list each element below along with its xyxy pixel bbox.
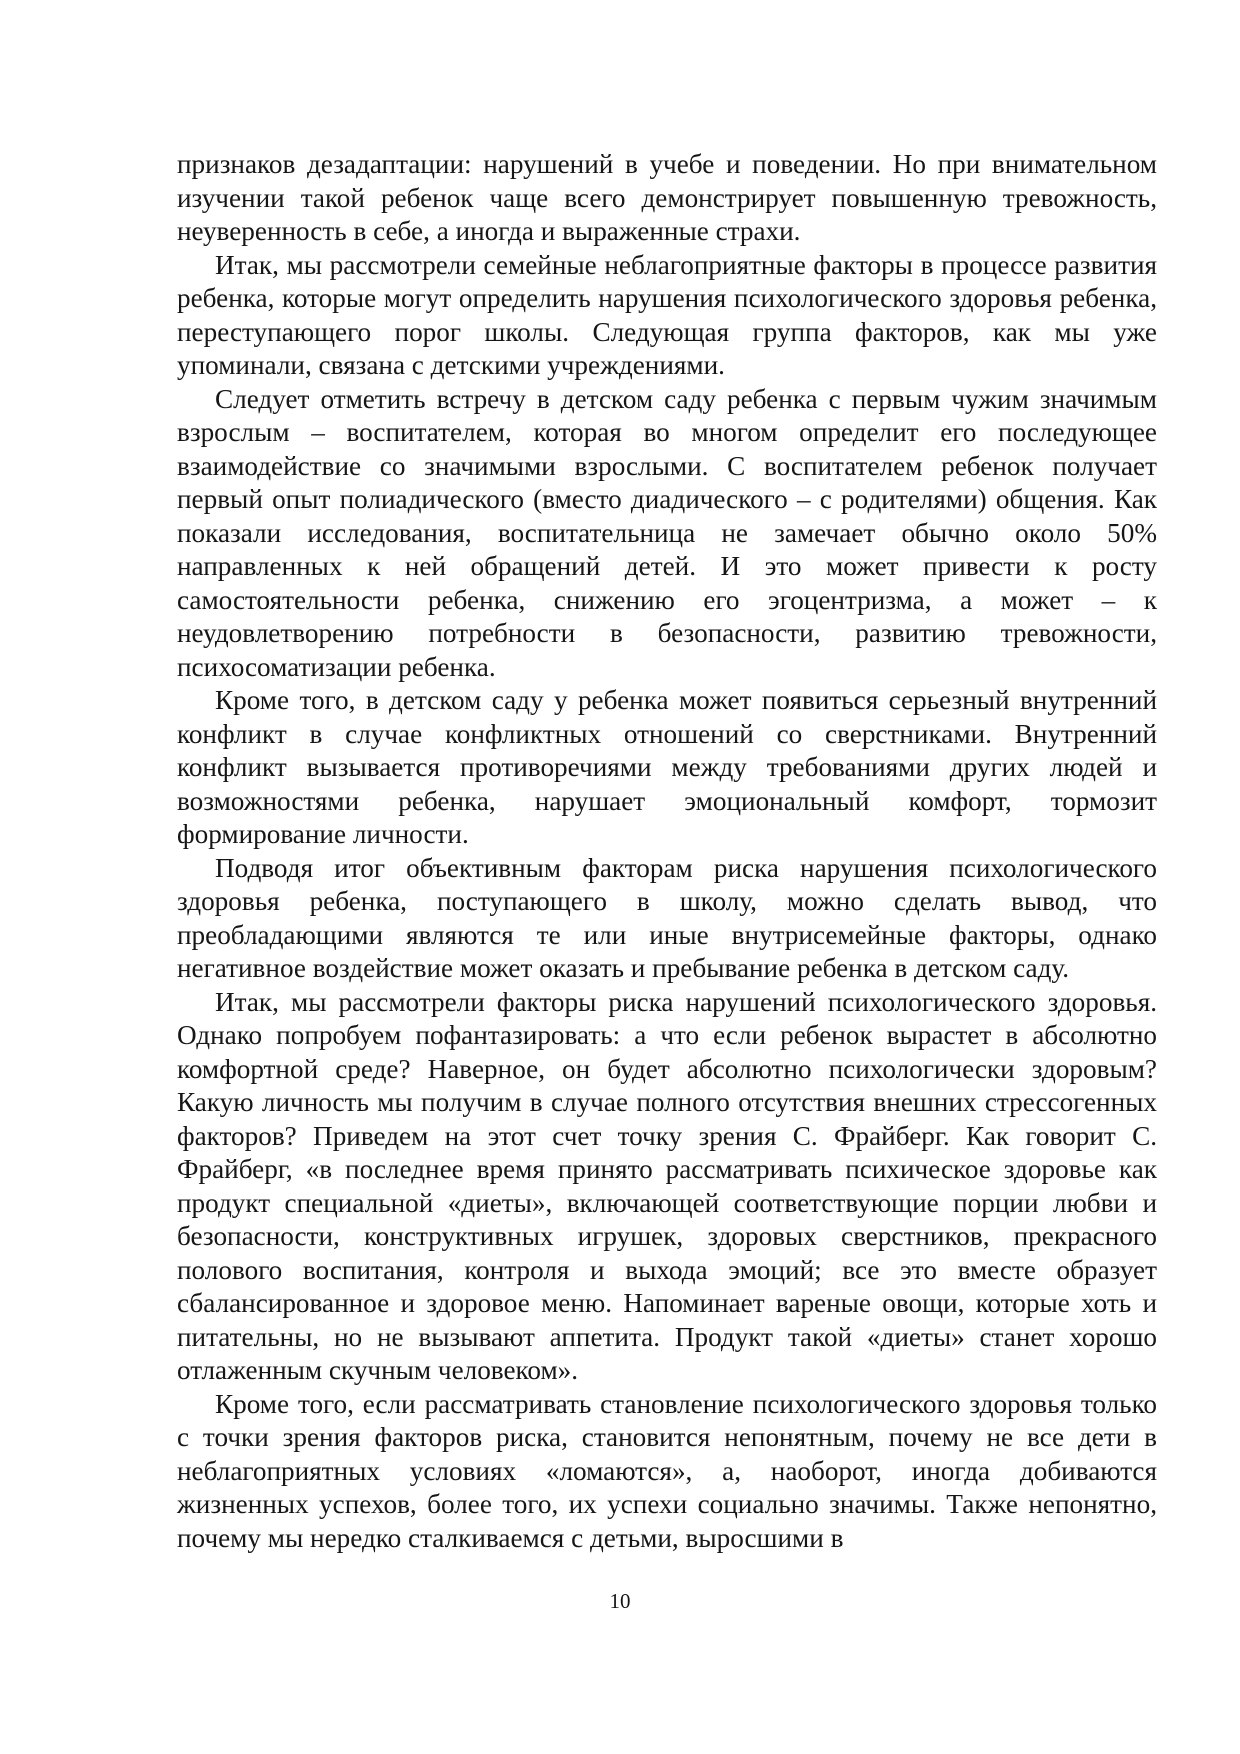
paragraph: Итак, мы рассмотрели семейные неблагоприятные факторы в процессе развития ребенка, которые могут определить нарушения психологического здоровья ребенка, переступающего порог школы. Следующая группа факторов, как мы уже упоминали, связана с детскими учреждениями. (177, 249, 1157, 380)
page-number: 10 (609, 1589, 631, 1613)
paragraph: Следует отметить встречу в детском саду ребенка с первым чужим значимым взрослым – воспитателем, которая во многом определит его последующее взаимодействие со значимыми взрослыми. С воспитателем ребенок получает первый опыт полиадического (вместо диадического – с родителями) общения. Как показали исследования, воспитательница не замечает обычно около 50% направленных к ней обращений детей. И это может привести к росту самостоятельности ребенка, снижению его эгоцентризма, а может – к неудовлетворению потребности в безопасности, развитию тревожности, психосоматизации ребенка. (177, 383, 1157, 682)
body-text (177, 148, 1157, 1555)
paragraph: Итак, мы рассмотрели факторы риска нарушений психологического здоровья. Однако попробуем пофантазировать: а что если ребенок вырастет в абсолютно комфортной среде? Наверное, он будет абсолютно психологически здоровым? Какую личность мы получим в случае полного отсутствия внешних стрессогенных факторов? Приведем на этот счет точку зрения С. Фрайберг. Как говорит С. Фрайберг, «в последнее время принято рассматривать психическое здоровье как продукт специальной «диеты», включающей соответствующие порции любви и безопасности, конструктивных игрушек, здоровых сверстников, прекрасного полового воспитания, контроля и выхода эмоций; все это вместе образует сбалансированное и здоровое меню. Напоминает вареные овощи, которые хоть и питательны, но не вызывают аппетита. Продукт такой «диеты» станет хорошо отлаженным скучным человеком». (177, 986, 1157, 1385)
paragraph-continuation: признаков дезадаптации: нарушений в учебе и поведении. Но при внимательном изучении такой ребенок чаще всего демонстрирует повышенную тревожность, неуверенность в себе, а иногда и выраженные страхи. (177, 149, 1157, 246)
paragraph: Подводя итог объективным факторам риска нарушения психологического здоровья ребенка, поступающего в школу, можно сделать вывод, что преобладающими являются те или иные внутрисемейные факторы, однако негативное воздействие может оказать и пребывание ребенка в детском саду. (177, 852, 1157, 983)
paragraph: Кроме того, если рассматривать становление психологического здоровья только с точки зрения факторов риска, становится непонятным, почему не все дети в неблагоприятных условиях «ломаются», а, наоборот, иногда добиваются жизненных успехов, более того, их успехи социально значимы. Также непонятно, почему мы нередко сталкиваемся с детьми, выросшими в (177, 1388, 1157, 1553)
paragraph: Кроме того, в детском саду у ребенка может появиться серьезный внутренний конфликт в случае конфликтных отношений со сверстниками. Внутренний конфликт вызывается противоречиями между требованиями других людей и возможностями ребенка, нарушает эмоциональный комфорт, тормозит формирование личности. (177, 685, 1157, 849)
